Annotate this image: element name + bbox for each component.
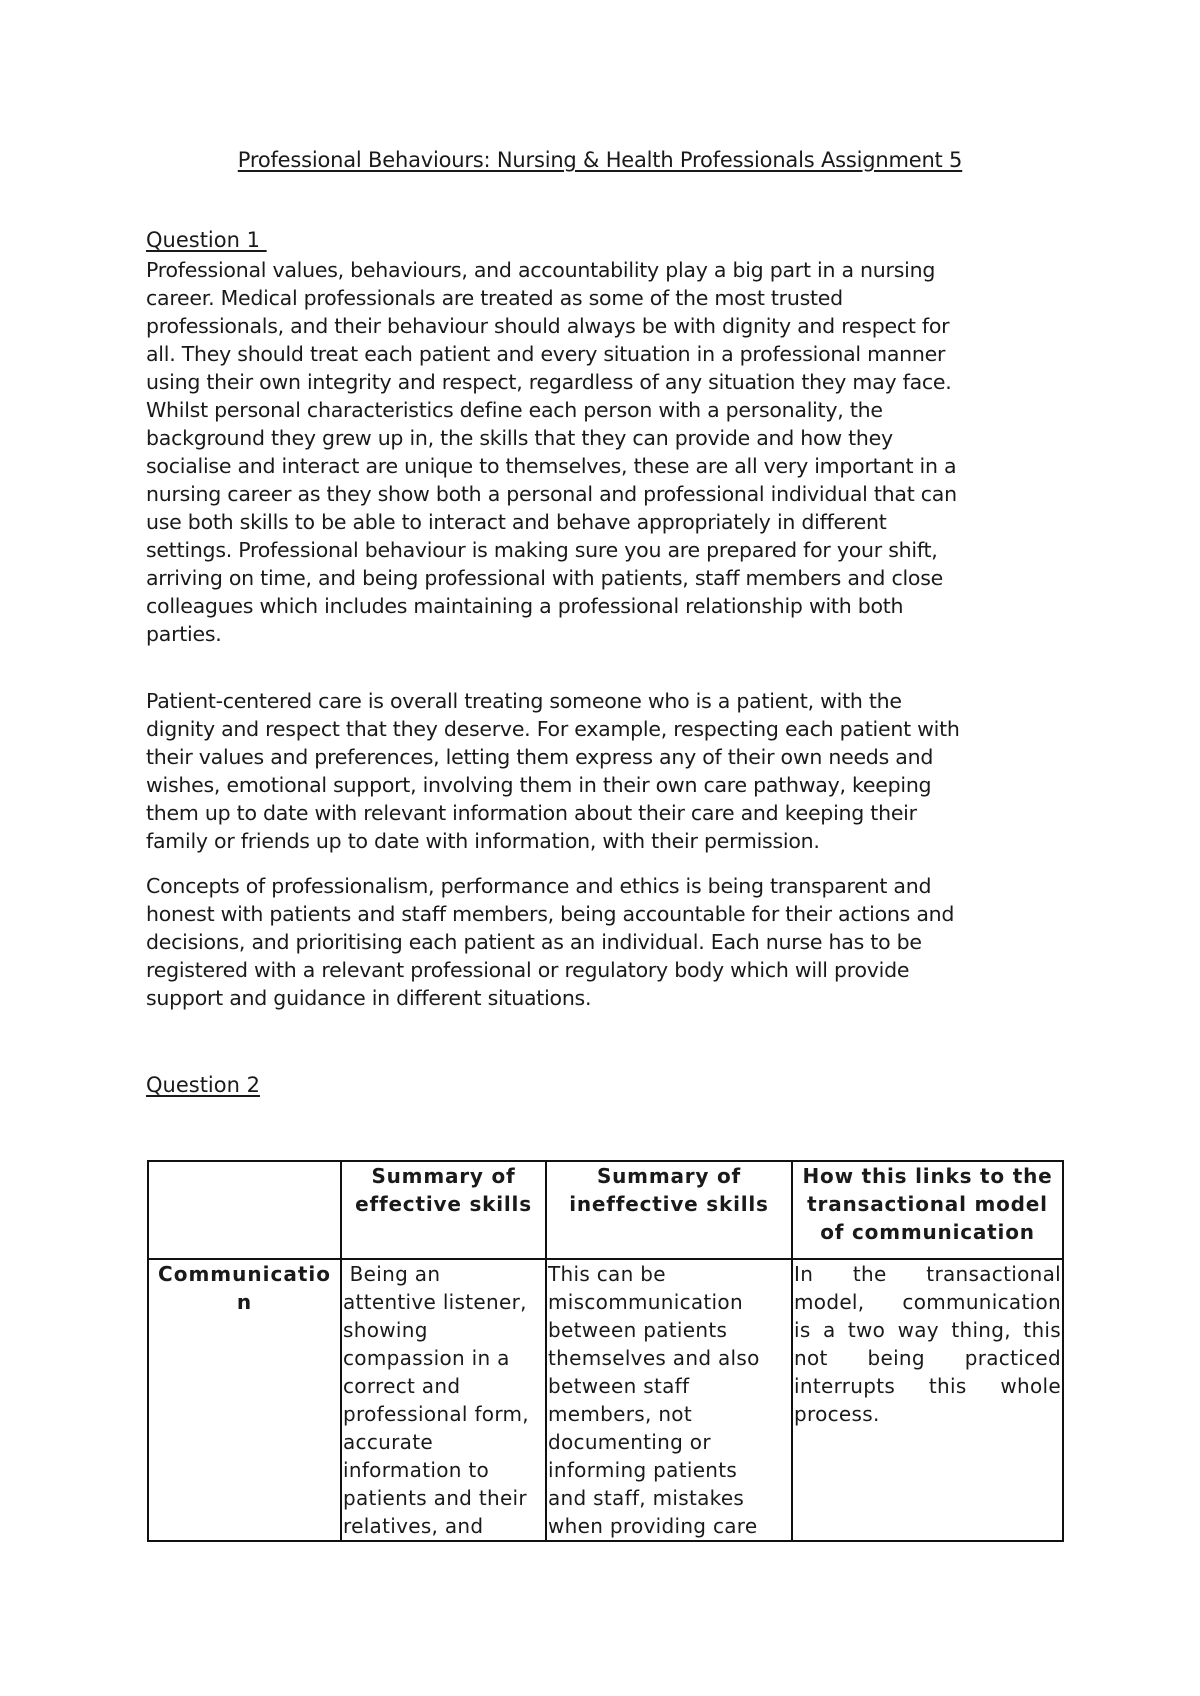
cell-line: In the transactional — [794, 1262, 1061, 1286]
table-row — [148, 1259, 1063, 1541]
cell-line: when providing care — [548, 1514, 758, 1538]
header-cell-empty — [148, 1161, 341, 1259]
cell-line: not being practiced — [794, 1346, 1061, 1370]
text-line: professionals, and their behaviour should always be with dignity and respect for — [146, 314, 950, 338]
text-line: all. They should treat each patient and every situation in a professional manner — [146, 342, 946, 366]
question-1-paragraph-2 — [146, 687, 1066, 855]
header-line: How this links to the — [802, 1164, 1053, 1188]
header-line: Summary of — [371, 1164, 516, 1188]
cell-line: accurate — [343, 1430, 433, 1454]
text-line: Concepts of professionalism, performance and ethics is being transparent and — [146, 874, 932, 898]
header-line: ineffective skills — [569, 1192, 769, 1216]
text-line: nursing career as they show both a personal and professional individual that can — [146, 482, 957, 506]
question-1-paragraph-3 — [146, 872, 1066, 1012]
header-cell-transactional-model — [792, 1161, 1063, 1259]
cell-line: attentive listener, — [343, 1290, 527, 1314]
text-line: using their own integrity and respect, regardless of any situation they may face. — [146, 370, 952, 394]
cell-line: interrupts this whole — [794, 1374, 1061, 1398]
text-line: socialise and interact are unique to themselves, these are all very important in a — [146, 454, 957, 478]
text-line: use both skills to be able to interact and behave appropriately in different — [146, 510, 887, 534]
question-1-heading: Question 1 — [146, 228, 267, 252]
text-line: background they grew up in, the skills that they can provide and how they — [146, 426, 893, 450]
text-line: registered with a relevant professional or regulatory body which will provide — [146, 958, 910, 982]
text-line: decisions, and prioritising each patient as an individual. Each nurse has to be — [146, 930, 922, 954]
cell-line: correct and — [343, 1374, 461, 1398]
text-line: them up to date with relevant information about their care and keeping their — [146, 801, 917, 825]
header-line: Summary of — [596, 1164, 742, 1188]
cell-line: documenting or — [548, 1430, 711, 1454]
row-label-communication — [148, 1259, 341, 1541]
text-line: Professional values, behaviours, and accountability play a big part in a nursing — [146, 258, 936, 282]
question-1-paragraph-1 — [146, 256, 1066, 648]
document-title: Professional Behaviours: Nursing & Health Professionals Assignment 5 — [237, 148, 963, 172]
cell-effective-skills — [341, 1259, 546, 1541]
text-line: colleagues which includes maintaining a professional relationship with both — [146, 594, 904, 618]
text-line: wishes, emotional support, involving them in their own care pathway, keeping — [146, 773, 932, 797]
header-line: transactional model — [807, 1192, 1048, 1216]
text-line: honest with patients and staff members, being accountable for their actions and — [146, 902, 955, 926]
text-line: arriving on time, and being professional with patients, staff members and close — [146, 566, 943, 590]
cell-line: showing — [343, 1318, 428, 1342]
cell-line: patients and their — [343, 1486, 527, 1510]
text-line: career. Medical professionals are treated as some of the most trusted — [146, 286, 843, 310]
text-line: Whilst personal characteristics define each person with a personality, the — [146, 398, 883, 422]
cell-line: n — [236, 1290, 253, 1314]
cell-line: professional form, — [343, 1402, 529, 1426]
cell-line: themselves and also — [548, 1346, 760, 1370]
cell-line: This can be — [548, 1262, 666, 1286]
cell-line: information to — [343, 1458, 490, 1482]
cell-line: miscommunication — [548, 1290, 743, 1314]
cell-line: Being an — [343, 1262, 441, 1286]
text-line: settings. Professional behaviour is making sure you are prepared for your shift, — [146, 538, 938, 562]
cell-line: members, not — [548, 1402, 692, 1426]
cell-line: relatives, and — [343, 1514, 484, 1538]
table-header-row — [148, 1161, 1063, 1259]
cell-transactional-model — [792, 1259, 1063, 1541]
header-cell-ineffective-skills — [546, 1161, 792, 1259]
cell-ineffective-skills — [546, 1259, 792, 1541]
text-line: Patient-centered care is overall treating someone who is a patient, with the — [146, 689, 902, 713]
cell-line: compassion in a — [343, 1346, 510, 1370]
cell-line: and staff, mistakes — [548, 1486, 745, 1510]
header-cell-effective-skills — [341, 1161, 546, 1259]
header-line: of communication — [820, 1220, 1035, 1244]
text-line: their values and preferences, letting them express any of their own needs and — [146, 745, 934, 769]
skills-table — [147, 1160, 1064, 1542]
header-line: effective skills — [355, 1192, 532, 1216]
cell-line: between patients — [548, 1318, 728, 1342]
text-line: family or friends up to date with information, with their permission. — [146, 829, 820, 853]
cell-line: between staff — [548, 1374, 690, 1398]
cell-line: Communicatio — [158, 1262, 331, 1286]
cell-line: model, communication — [794, 1290, 1061, 1314]
cell-line: informing patients — [548, 1458, 738, 1482]
cell-line: is a two way thing, this — [794, 1318, 1061, 1342]
text-line: dignity and respect that they deserve. For example, respecting each patient with — [146, 717, 960, 741]
question-2-heading: Question 2 — [146, 1073, 260, 1097]
text-line: parties. — [146, 622, 222, 646]
text-line: support and guidance in different situations. — [146, 986, 592, 1010]
cell-line: process. — [794, 1402, 880, 1426]
